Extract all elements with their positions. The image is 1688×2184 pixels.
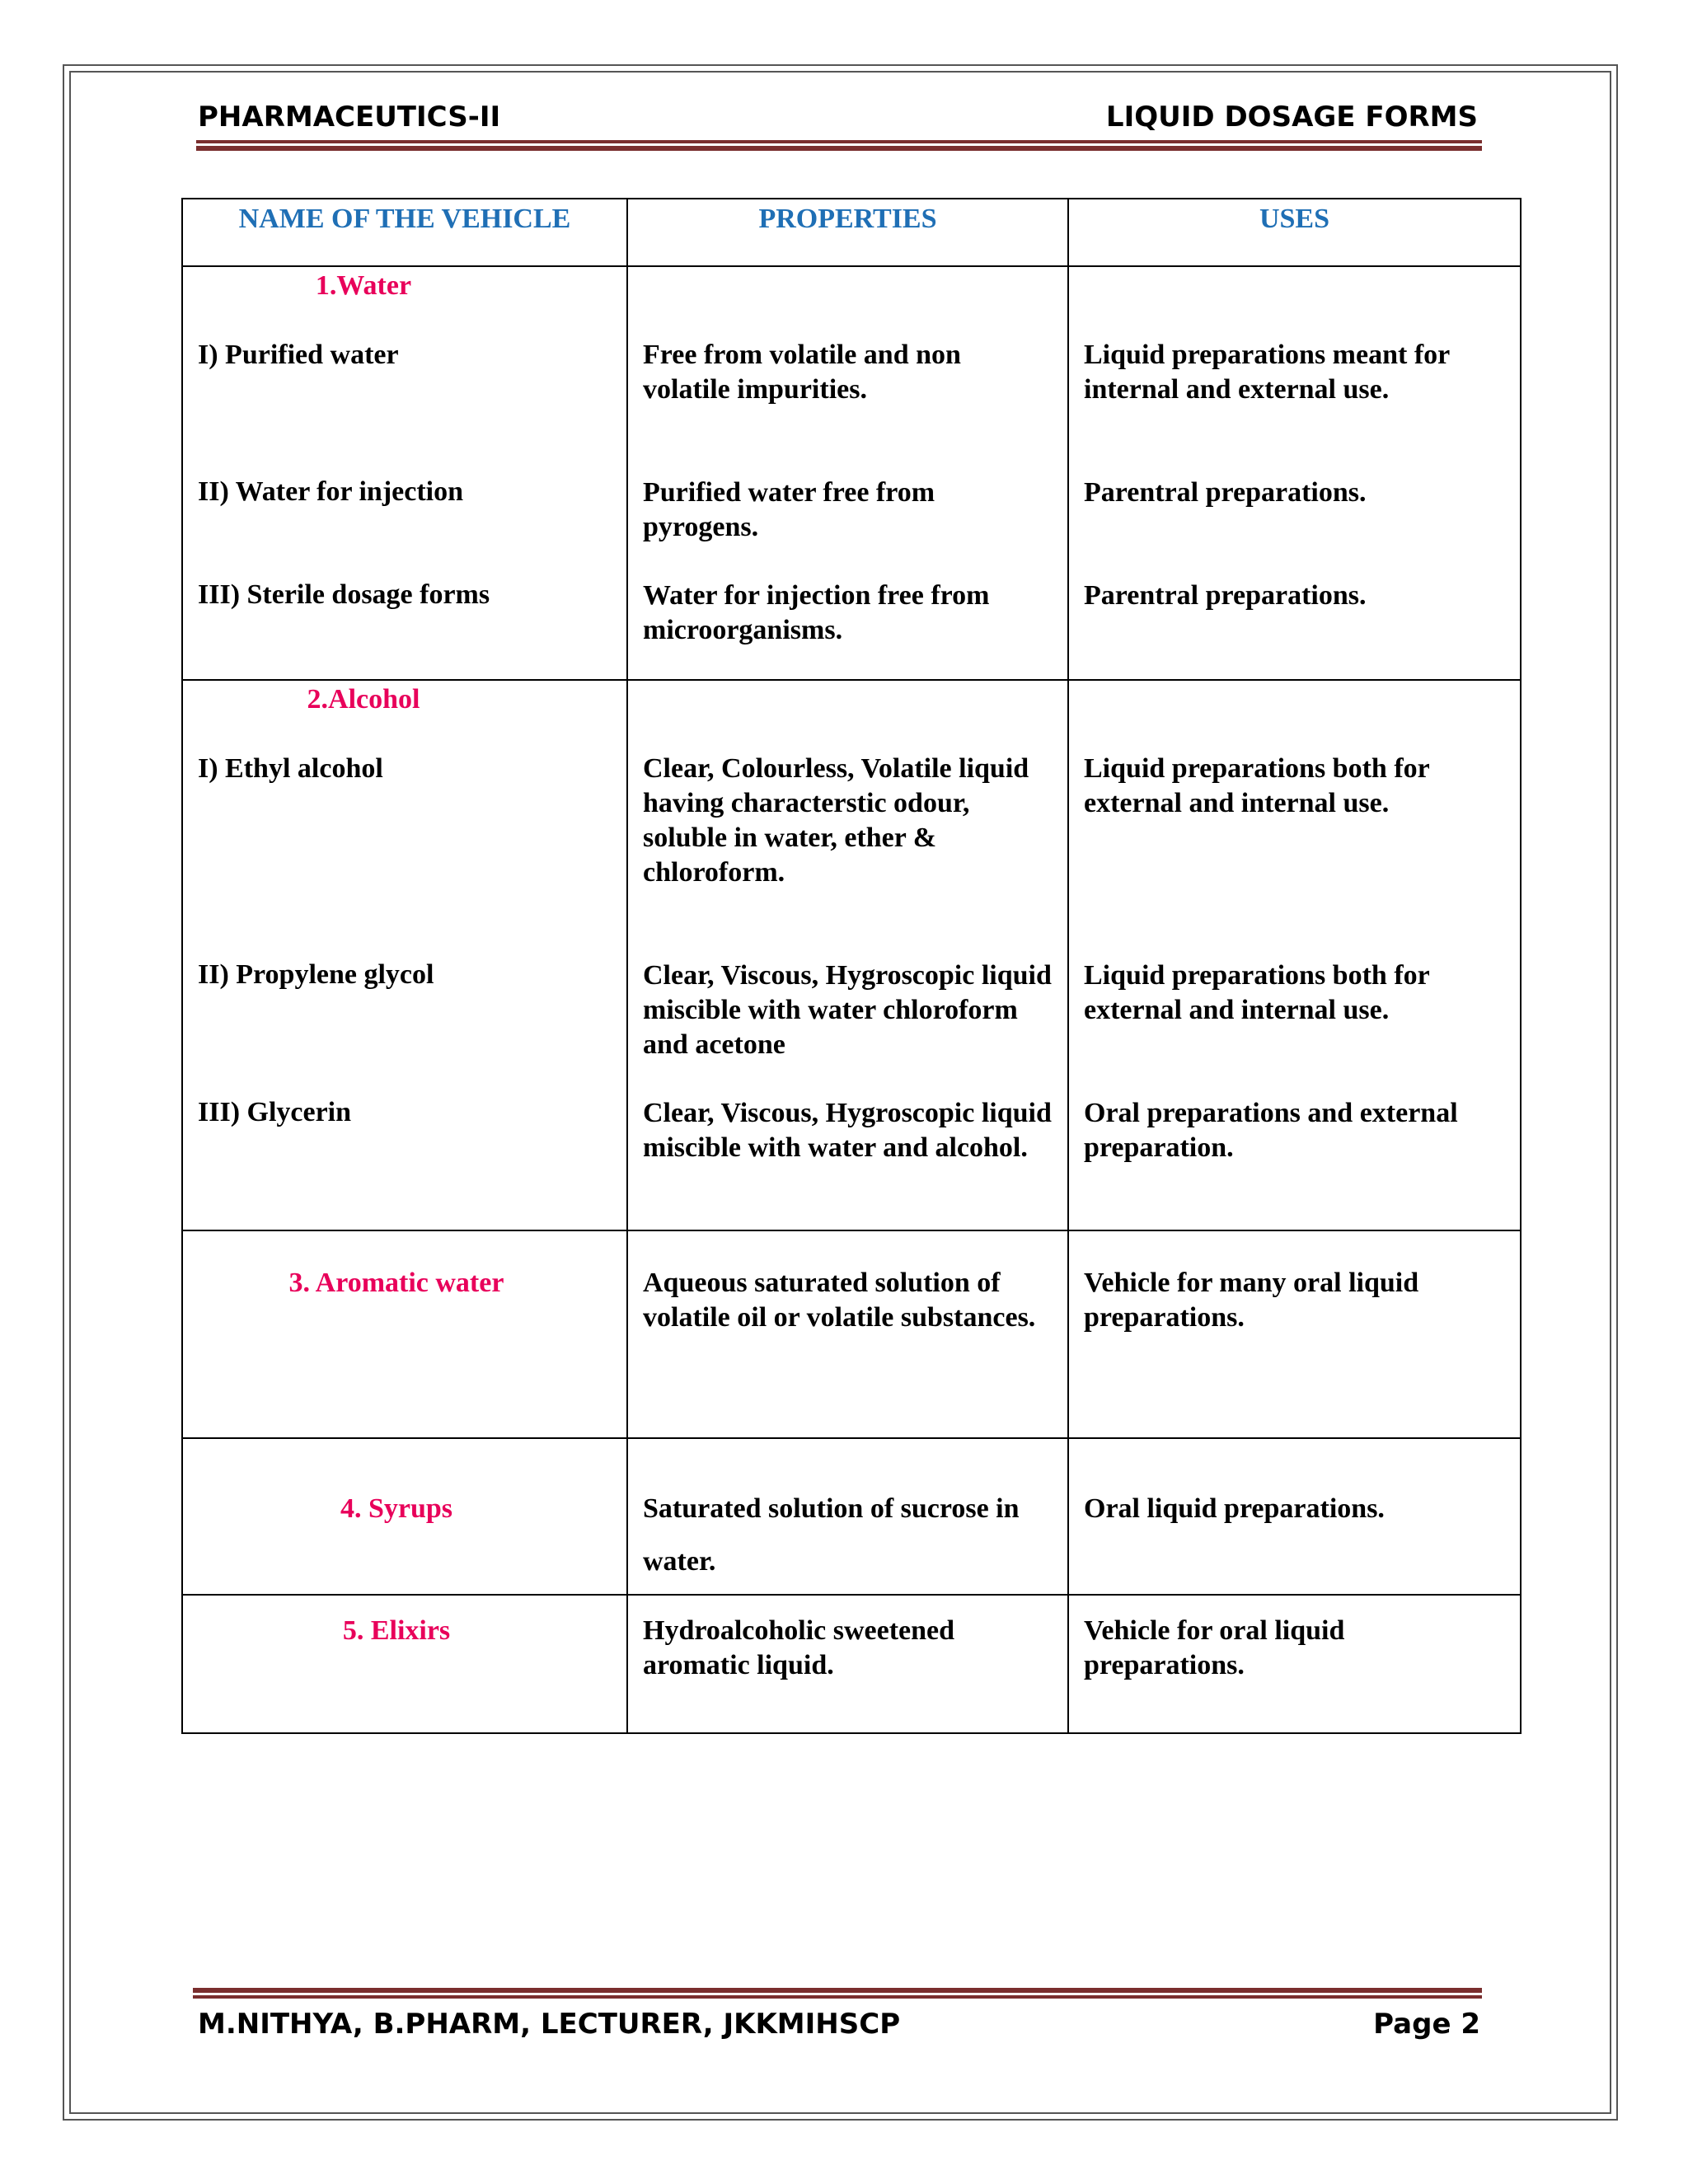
property-text: Purified water free from pyrogens.	[643, 477, 935, 542]
vehicle-name: I) Purified water	[198, 340, 399, 370]
header-rule	[196, 140, 1482, 143]
table-row	[182, 1595, 1521, 1733]
vehicle-name: III) Glycerin	[198, 1097, 352, 1127]
section-title: 3. Aromatic water	[288, 1268, 504, 1298]
use-text: Liquid preparations meant for internal and external use.	[1084, 340, 1450, 405]
vehicle-name-cell	[182, 1595, 627, 1733]
use-text: Liquid preparations both for external and internal use.	[1084, 960, 1430, 1025]
property-text: Free from volatile and non volatile impurities.	[643, 340, 961, 405]
uses-cell	[1068, 1230, 1521, 1438]
header-rule-thick	[196, 146, 1482, 151]
property-text: Clear, Viscous, Hygroscopic liquid miscible with water and alcohol.	[643, 1098, 1052, 1163]
table-row	[182, 1230, 1521, 1438]
properties-cell	[627, 680, 1068, 1230]
vehicle-name: III) Sterile dosage forms	[198, 579, 490, 610]
use-text: Parentral preparations.	[1084, 580, 1367, 611]
vehicle-name: II) Propylene glycol	[198, 959, 434, 990]
table-row	[182, 680, 1521, 1230]
section-title: 1.Water	[315, 270, 412, 301]
property-text: Aqueous saturated solution of volatile oil or volatile substances.	[643, 1268, 1036, 1333]
vehicle-name-cell	[182, 680, 627, 1230]
property-text: Hydroalcoholic sweetened aromatic liquid.	[643, 1615, 955, 1680]
properties-cell	[627, 1438, 1068, 1595]
column-header-uses: USES	[1068, 199, 1521, 266]
section-title: 5. Elixirs	[342, 1615, 451, 1646]
uses-cell	[1068, 266, 1521, 680]
section-title: 4. Syrups	[340, 1493, 453, 1524]
uses-cell	[1068, 1438, 1521, 1595]
use-text: Oral liquid preparations.	[1084, 1493, 1385, 1524]
column-header-name: NAME OF THE VEHICLE	[182, 199, 627, 266]
vehicle-name: II) Water for injection	[198, 476, 464, 507]
uses-cell	[1068, 1595, 1521, 1733]
properties-cell	[627, 1595, 1068, 1733]
uses-cell	[1068, 680, 1521, 1230]
table-row	[182, 1438, 1521, 1595]
page-number: Page 2	[1373, 2008, 1480, 2041]
use-text: Vehicle for many oral liquid preparations.	[1084, 1268, 1419, 1333]
vehicle-name: I) Ethyl alcohol	[198, 753, 383, 784]
section-title: 2.Alcohol	[307, 684, 420, 715]
vehicle-name-cell	[182, 266, 627, 680]
properties-cell	[627, 1230, 1068, 1438]
footer-author: M.NITHYA, B.PHARM, LECTURER, JKKMIHSCP	[198, 2008, 901, 2041]
footer-rule-thick	[193, 1988, 1482, 1993]
vehicle-name-cell	[182, 1438, 627, 1595]
header-subject: PHARMACEUTICS-II	[198, 101, 501, 134]
column-header-properties: PROPERTIES	[627, 199, 1068, 266]
header-topic: LIQUID DOSAGE FORMS	[1105, 101, 1478, 134]
property-text: Clear, Viscous, Hygroscopic liquid miscible with water chloroform and acetone	[643, 960, 1052, 1060]
use-text: Liquid preparations both for external and internal use.	[1084, 753, 1430, 818]
footer-rule	[193, 1995, 1482, 1999]
properties-cell	[627, 266, 1068, 680]
use-text: Vehicle for oral liquid preparations.	[1084, 1615, 1345, 1680]
property-text: Clear, Colourless, Volatile liquid having characterstic odour, soluble in water, ether & chloroform.	[643, 753, 1029, 888]
table-row	[182, 266, 1521, 680]
table-header-row	[182, 199, 1521, 266]
vehicle-table	[181, 198, 1522, 1734]
use-text: Parentral preparations.	[1084, 477, 1367, 508]
vehicle-name-cell	[182, 1230, 627, 1438]
use-text: Oral preparations and external preparation.	[1084, 1098, 1458, 1163]
property-text: Water for injection free from microorganisms.	[643, 580, 990, 645]
property-text: Saturated solution of sucrose in water.	[643, 1493, 1020, 1577]
